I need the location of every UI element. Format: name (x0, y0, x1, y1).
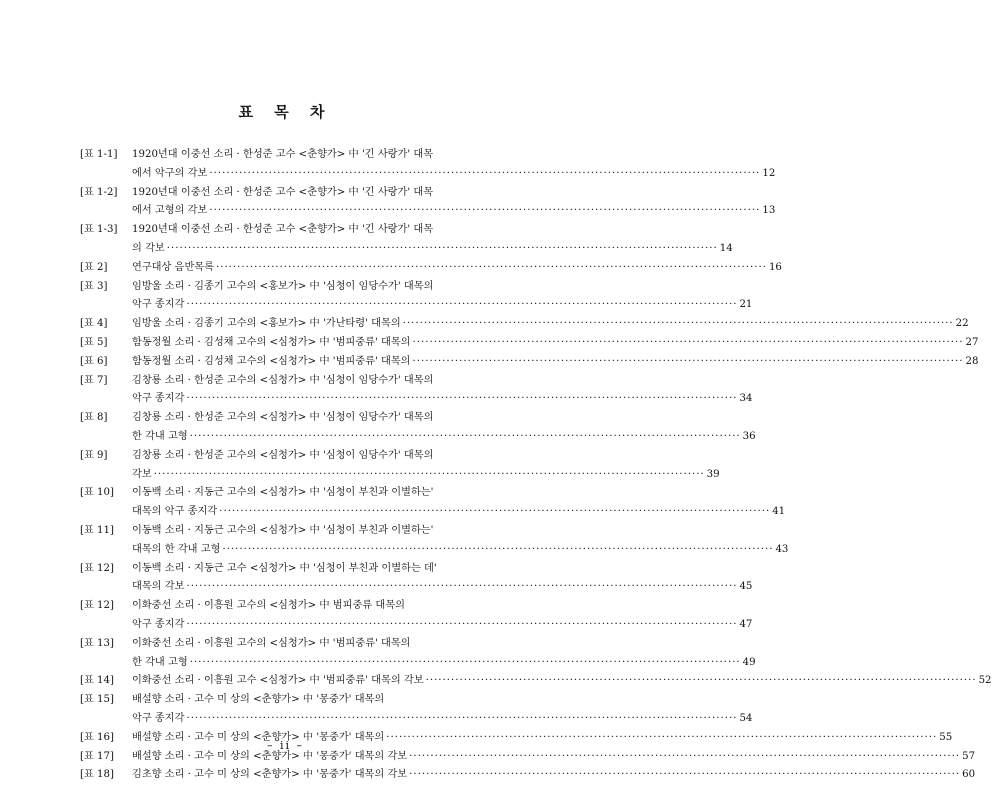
toc-entry[interactable] (80, 691, 753, 729)
toc-entry-title-continued: 대목의 한 각내 고형 (132, 543, 221, 555)
toc-entry-title-continued: 악구 종지각 (132, 299, 185, 311)
toc-leader-dots (413, 334, 964, 353)
toc-entry-label: [표 11] (80, 524, 114, 536)
toc-entry-title: 이화중선 소리 · 이흥원 고수의 <심청가> 中 범피중류 대목의 (132, 600, 405, 612)
toc-entry-title-continued: 대목의 각보 (132, 581, 185, 593)
toc-entry-label: [표 12] (80, 600, 114, 612)
toc-entry-title: 함동정월 소리 · 김성채 고수의 <심청가> 中 '범피중류' 대목의 (132, 336, 411, 348)
toc-entry-title: 배설향 소리 · 고수 미 상의 <춘향가> 中 '몽중가' 대목의 (132, 731, 385, 743)
toc-entry[interactable] (80, 259, 782, 278)
toc-entry-title: 임방울 소리 · 김종기 고수의 <홍보가> 中 '가난타령' 대목의 (132, 318, 401, 330)
toc-entry[interactable] (80, 409, 756, 447)
toc-entry-title-continued: 악구 종지각 (132, 618, 185, 630)
toc-entry-page: 21 (739, 299, 753, 311)
toc-entry-page: 49 (742, 656, 756, 668)
toc-entry-page: 13 (762, 205, 776, 217)
toc-entry-title-continued: 한 각내 고형 (132, 430, 188, 442)
toc-leader-dots (190, 654, 741, 673)
toc-leader-dots (186, 390, 737, 409)
toc-entry-page: 43 (775, 543, 789, 555)
toc-entry-title-continued: 악구 종지각 (132, 393, 185, 405)
toc-entry-title-continued: 에서 악구의 각보 (132, 167, 208, 179)
toc-entry[interactable] (80, 315, 969, 334)
toc-entry-label: [표 3] (80, 280, 108, 292)
table-of-contents (80, 146, 992, 785)
toc-entry-page: 16 (768, 261, 782, 273)
toc-leader-dots (154, 466, 705, 485)
toc-entry-page: 57 (962, 750, 976, 762)
toc-entry-page: 41 (772, 506, 786, 518)
toc-leader-dots (409, 766, 960, 785)
toc-entry-label: [표 8] (80, 412, 108, 424)
toc-entry-page: 14 (719, 242, 733, 254)
toc-entry[interactable] (80, 560, 753, 598)
toc-entry-title: 연구대상 음반목록 (132, 261, 214, 273)
toc-entry-title: 이동백 소리 · 지동근 고수 <심청가> 中 '심청이 부친과 이별하는 데' (132, 562, 437, 574)
toc-entry-title: 이화중선 소리 · 이흥원 고수 <심청가> 中 '범피중류' 대목의 각보 (132, 675, 424, 687)
toc-entry-page: 34 (739, 393, 753, 405)
toc-leader-dots (413, 353, 964, 372)
toc-entry-title: 1920년대 이중선 소리 · 한성준 고수 <춘향가> 中 '긴 사랑가' 대목 (132, 224, 434, 236)
toc-leader-dots (219, 503, 770, 522)
toc-entry[interactable] (80, 597, 753, 635)
toc-entry-label: [표 5] (80, 336, 108, 348)
toc-entry[interactable] (80, 334, 979, 353)
toc-entry-title: 1920년대 이중선 소리 · 한성준 고수 <춘향가> 中 '긴 사랑가' 대목 (132, 186, 434, 198)
toc-entry-title: 배설향 소리 · 고수 미 상의 <춘향가> 中 '몽중가' 대목의 (132, 694, 385, 706)
toc-entry[interactable] (80, 353, 979, 372)
toc-entry[interactable] (80, 766, 976, 785)
toc-leader-dots (403, 315, 954, 334)
toc-entry-title-continued: 각보 (132, 468, 152, 480)
toc-entry-label: [표 13] (80, 637, 114, 649)
toc-entry-label: [표 6] (80, 355, 108, 367)
toc-entry-label: [표 1-3] (80, 224, 118, 236)
toc-leader-dots (216, 259, 767, 278)
toc-entry-title-continued: 의 각보 (132, 242, 165, 254)
toc-entry-title-continued: 대목의 악구 종지각 (132, 506, 218, 518)
toc-entry-title: 김창룡 소리 · 한성준 고수의 <심청가> 中 '심청이 임당수가' 대목의 (132, 449, 434, 461)
toc-entry-label: [표 4] (80, 318, 108, 330)
toc-leader-dots (426, 672, 977, 691)
toc-entry-title: 김초향 소리 · 고수 미 상의 <춘향가> 中 '몽중가' 대목의 각보 (132, 769, 408, 781)
toc-entry[interactable] (80, 372, 753, 410)
toc-leader-dots (186, 578, 737, 597)
toc-entry[interactable] (80, 484, 786, 522)
toc-entry-title: 김창룡 소리 · 한성준 고수의 <심청가> 中 '심청이 임당수가' 대목의 (132, 374, 434, 386)
toc-entry-title: 배설향 소리 · 고수 미 상의 <춘향가> 中 '몽중가' 대목의 각보 (132, 750, 408, 762)
toc-leader-dots (167, 240, 718, 259)
toc-entry[interactable] (80, 672, 992, 691)
toc-entry[interactable] (80, 184, 776, 222)
toc-entry-page: 55 (939, 731, 953, 743)
toc-entry-page: 45 (739, 581, 753, 593)
toc-entry-page: 47 (739, 618, 753, 630)
toc-leader-dots (186, 296, 737, 315)
toc-entry-label: [표 17] (80, 750, 114, 762)
toc-leader-dots (209, 165, 760, 184)
toc-entry-label: [표 7] (80, 374, 108, 386)
toc-entry-label: [표 18] (80, 769, 114, 781)
toc-entry-page: 27 (965, 336, 979, 348)
toc-entry-label: [표 10] (80, 487, 114, 499)
page-number: – ii – (266, 739, 305, 752)
toc-entry[interactable] (80, 522, 789, 560)
toc-entry-label: [표 12] (80, 562, 114, 574)
toc-entry-label: [표 2] (80, 261, 108, 273)
toc-entry-page: 39 (706, 468, 720, 480)
toc-entry[interactable] (80, 635, 756, 673)
toc-entry-title: 이화중선 소리 · 이흥원 고수의 <심청가> 中 '범피중류' 대목의 (132, 637, 411, 649)
toc-entry-page: 54 (739, 712, 753, 724)
toc-entry-label: [표 14] (80, 675, 114, 687)
toc-entry-title: 이동백 소리 · 지동근 고수의 <심청가> 中 '심청이 부친과 이별하는' (132, 524, 434, 536)
toc-entry[interactable] (80, 447, 720, 485)
toc-entry-label: [표 16] (80, 731, 114, 743)
toc-entry-page: 28 (965, 355, 979, 367)
toc-entry-page: 60 (962, 769, 976, 781)
page-title: 표 목 차 (238, 103, 333, 121)
toc-leader-dots (186, 710, 737, 729)
toc-entry[interactable] (80, 221, 733, 259)
toc-entry-title: 이동백 소리 · 지동근 고수의 <심청가> 中 '심청이 부친과 이별하는' (132, 487, 434, 499)
toc-entry-title-continued: 한 각내 고형 (132, 656, 188, 668)
toc-entry-label: [표 1-2] (80, 186, 118, 198)
toc-entry-label: [표 1-1] (80, 149, 118, 160)
toc-entry-label: [표 9] (80, 449, 108, 461)
toc-entry-page: 52 (978, 675, 992, 687)
toc-leader-dots (186, 616, 737, 635)
toc-entry-label: [표 15] (80, 694, 114, 706)
toc-entry-title-continued: 에서 고형의 각보 (132, 205, 208, 217)
toc-entry-page: 36 (742, 430, 756, 442)
toc-entry-page: 12 (762, 167, 776, 179)
toc-entry-title: 함동정월 소리 · 김성채 고수의 <심청가> 中 '범피중류' 대목의 (132, 355, 411, 367)
toc-entry[interactable] (80, 146, 776, 184)
toc-entry-title-continued: 악구 종지각 (132, 712, 185, 724)
toc-entry-title: 임방울 소리 · 김종기 고수의 <홍보가> 中 '심청이 임당수가' 대목의 (132, 280, 434, 292)
toc-entry-title: 1920년대 이중선 소리 · 한성준 고수 <춘향가> 中 '긴 사랑가' 대목 (132, 149, 434, 160)
toc-entry-title: 김창룡 소리 · 한성준 고수의 <심청가> 中 '심청이 임당수가' 대목의 (132, 412, 434, 424)
toc-leader-dots (222, 541, 773, 560)
toc-entry[interactable] (80, 278, 753, 316)
toc-entry-page: 22 (955, 318, 969, 330)
toc-leader-dots (209, 202, 760, 221)
toc-leader-dots (190, 428, 741, 447)
